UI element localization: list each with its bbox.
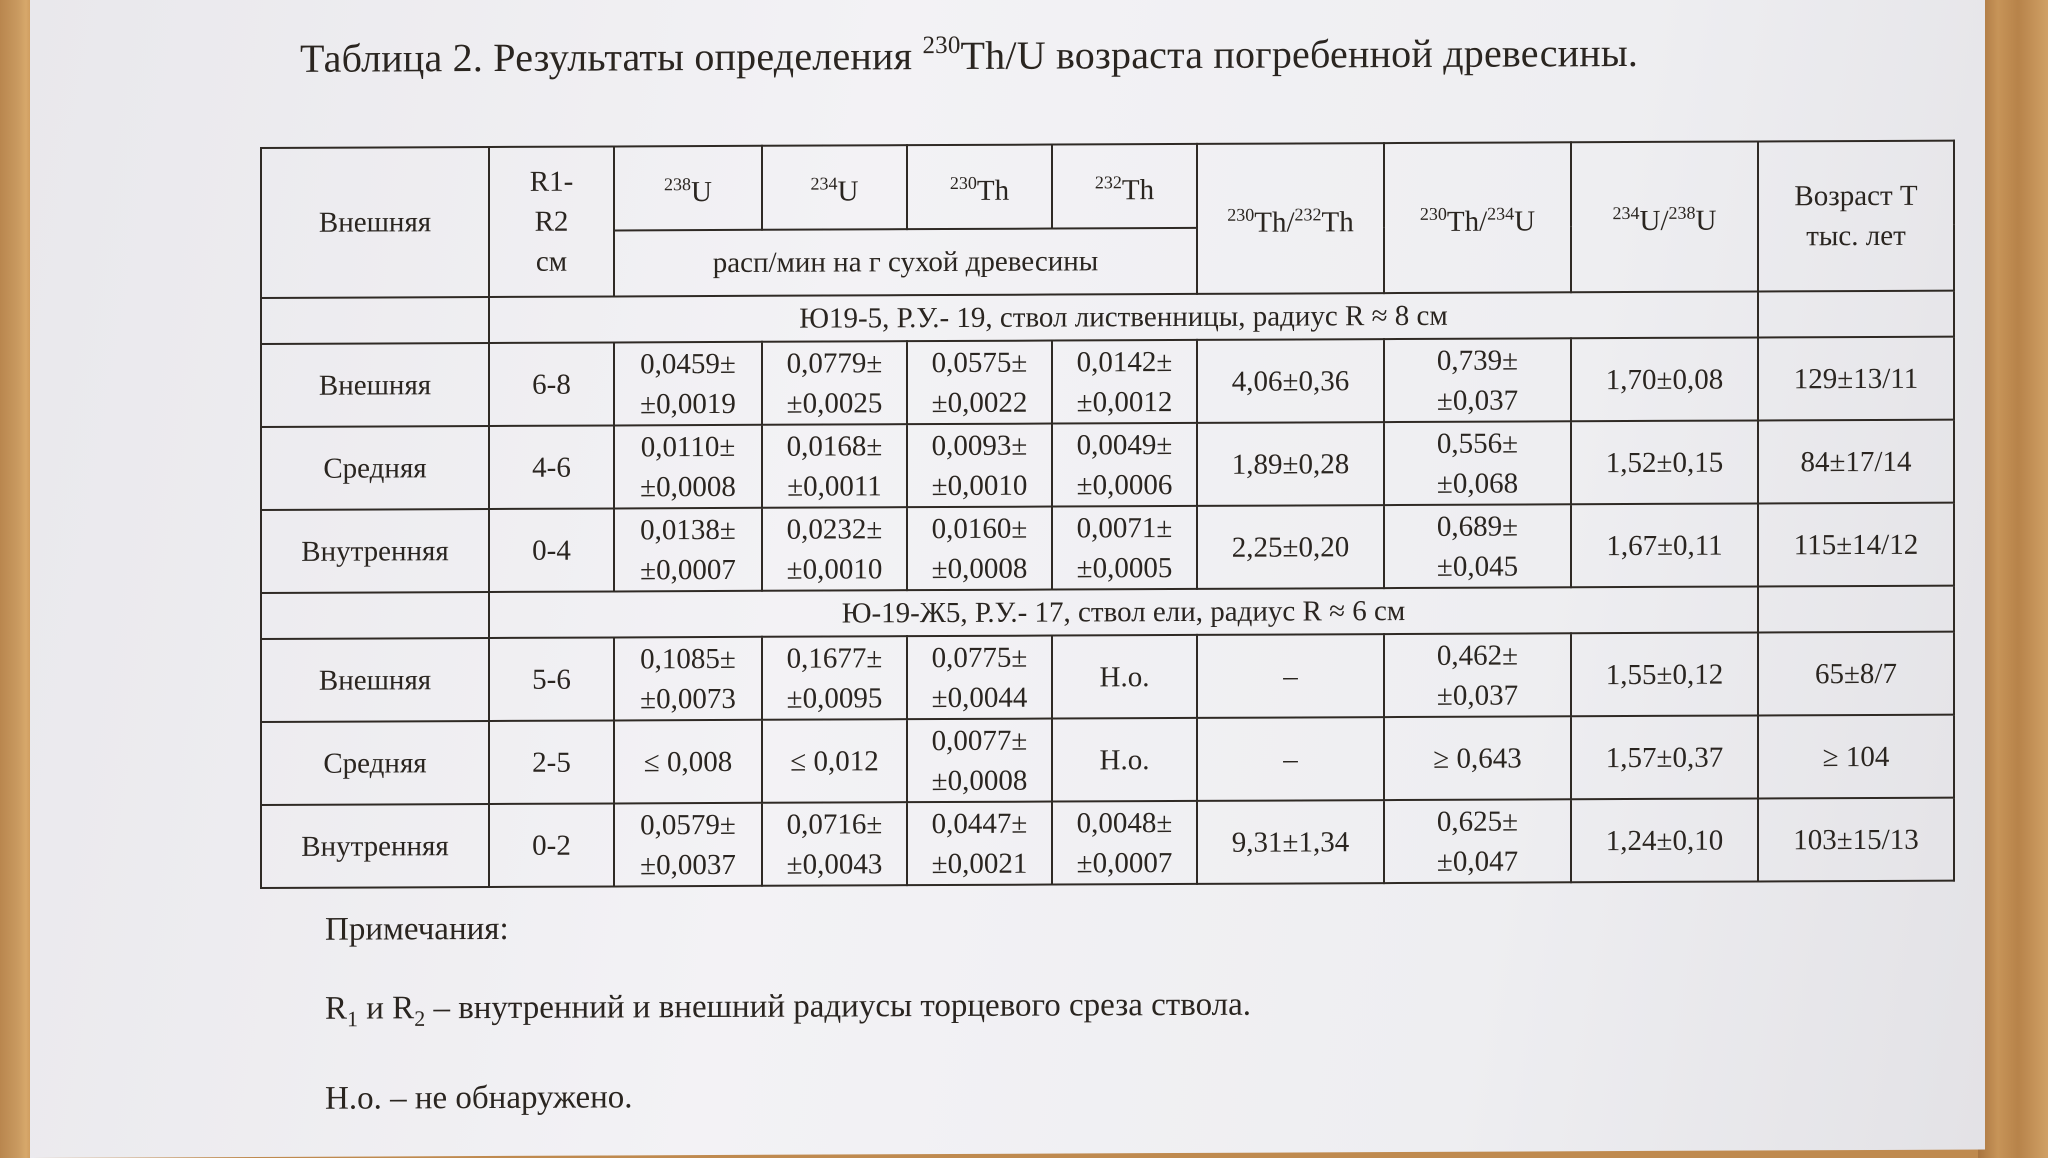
cell-u238: 0,0459± ±0,0019 (614, 342, 762, 426)
cell-age: ≥ 104 (1758, 715, 1954, 799)
cell-radius: 0-2 (489, 803, 614, 887)
group-title-row (261, 291, 1954, 344)
cell-ratio-u234-u238: 1,24±0,10 (1571, 798, 1758, 882)
note-radii: $R_1$ и $R_2$ – внутренний и внешний радиусы торцевого среза ствола. (325, 986, 1251, 1032)
cell-layer: Внешняя (261, 638, 489, 722)
cell-ratio-th230-th232: 2,25±0,20 (1197, 505, 1384, 589)
cell-u234: ≤ 0,012 (762, 719, 907, 803)
cell-u238: 0,1085± ±0,0073 (614, 637, 762, 721)
cell-ratio-th230-u234: 0,739± ±0,037 (1384, 338, 1571, 422)
table-row (261, 420, 1954, 510)
cell-th230: 0,0447± ±0,0021 (907, 802, 1052, 886)
results-table (260, 140, 1955, 889)
cell-ratio-u234-u238: 1,52±0,15 (1571, 420, 1758, 504)
cell-th232: 0,0142± ±0,0012 (1052, 340, 1197, 424)
cell-u234: 0,0779± ±0,0025 (762, 341, 907, 425)
cell-radius: 4-6 (489, 425, 614, 509)
header-th232: $^{232}$Th (1052, 144, 1197, 229)
cell-th232: 0,0048± ±0,0007 (1052, 801, 1197, 885)
cell-u234: 0,0168± ±0,0011 (762, 424, 907, 508)
cell-th230: 0,0160± ±0,0008 (907, 507, 1052, 591)
cell-u238: ≤ 0,008 (614, 720, 762, 804)
cell-ratio-u234-u238: 1,70±0,08 (1571, 337, 1758, 421)
cell-ratio-th230-th232: – (1197, 634, 1384, 718)
cell-ratio-th230-u234: 0,689± ±0,045 (1384, 504, 1571, 588)
cell-th232: 0,0071± ±0,0005 (1052, 506, 1197, 590)
header-ratio-u234-u238: $^{234}$U/$^{238}$U (1571, 141, 1758, 292)
cell-u234: 0,0716± ±0,0043 (762, 802, 907, 886)
header-radius: R1- R2 см (489, 146, 614, 297)
group-title-row (261, 586, 1954, 639)
table-row (261, 632, 1954, 722)
header-u238: $^{238}$U (614, 146, 762, 231)
cell-th230: 0,0077± ±0,0008 (907, 719, 1052, 803)
cell-u234: 0,0232± ±0,0010 (762, 507, 907, 591)
cell-u238: 0,0579± ±0,0037 (614, 803, 762, 887)
cell-ratio-th230-u234: 0,462± ±0,037 (1384, 633, 1571, 717)
cell-layer: Средняя (261, 426, 489, 510)
cell-radius: 0-4 (489, 508, 614, 592)
header-ratio-th230-th232: $^{230}$Th/$^{232}$Th (1197, 143, 1384, 294)
cell-ratio-u234-u238: 1,55±0,12 (1571, 632, 1758, 716)
cell-age: 103±15/13 (1758, 798, 1954, 882)
cell-ratio-th230-u234: 0,556± ±0,068 (1384, 421, 1571, 505)
cell-layer: Внутренняя (261, 509, 489, 593)
header-ratio-th230-u234: $^{230}$Th/$^{234}$U (1384, 142, 1571, 293)
cell-th232: 0,0049± ±0,0006 (1052, 423, 1197, 507)
header-row (261, 141, 1954, 232)
cell-age: 84±17/14 (1758, 420, 1954, 504)
cell-ratio-th230-th232: 1,89±0,28 (1197, 422, 1384, 506)
cell-th230: 0,0575± ±0,0022 (907, 341, 1052, 425)
cell-th232: Н.о. (1052, 718, 1197, 802)
cell-ratio-th230-th232: – (1197, 717, 1384, 801)
cell-radius: 5-6 (489, 637, 614, 721)
header-units: расп/мин на г сухой древесины (614, 228, 1197, 297)
cell-ratio-th230-u234: 0,625± ±0,047 (1384, 799, 1571, 883)
cell-age: 65±8/7 (1758, 632, 1954, 716)
cell-ratio-th230-u234: ≥ 0,643 (1384, 716, 1571, 800)
cell-radius: 2-5 (489, 720, 614, 804)
header-layer: Внешняя (261, 147, 489, 298)
cell-layer: Средняя (261, 721, 489, 805)
cell-age: 115±14/12 (1758, 503, 1954, 587)
header-u234: $^{234}$U (762, 145, 907, 230)
cell-u234: 0,1677± ±0,0095 (762, 636, 907, 720)
cell-th230: 0,0775± ±0,0044 (907, 636, 1052, 720)
cell-ratio-th230-th232: 9,31±1,34 (1197, 800, 1384, 884)
cell-th232: Н.о. (1052, 635, 1197, 719)
cell-ratio-u234-u238: 1,67±0,11 (1571, 503, 1758, 587)
cell-th230: 0,0093± ±0,0010 (907, 424, 1052, 508)
cell-layer: Внутренняя (261, 804, 489, 888)
group-title: Ю19-5, Р.У.- 19, ствол лиственницы, радиус R ≈ 8 см (489, 291, 1758, 343)
wood-surface-right (1978, 0, 2048, 1158)
cell-ratio-th230-th232: 4,06±0,36 (1197, 339, 1384, 423)
table-row (261, 337, 1954, 427)
cell-age: 129±13/11 (1758, 337, 1954, 421)
paper-sheet (30, 0, 1985, 1158)
group-title: Ю-19-Ж5, Р.У.- 17, ствол ели, радиус R ≈ 6 см (489, 586, 1758, 638)
cell-layer: Внешняя (261, 343, 489, 427)
header-age: Возраст Т тыс. лет (1758, 141, 1954, 292)
notes-heading: Примечания: (325, 910, 509, 948)
table-row (261, 503, 1954, 593)
table-row (261, 715, 1954, 805)
table-title: Таблица 2. Результаты определения $^{230}$Th/U возраста погребенной древесины. (300, 29, 1639, 81)
header-th230: $^{230}$Th (907, 145, 1052, 230)
cell-radius: 6-8 (489, 342, 614, 426)
cell-u238: 0,0138± ±0,0007 (614, 508, 762, 592)
cell-u238: 0,0110± ±0,0008 (614, 425, 762, 509)
cell-ratio-u234-u238: 1,57±0,37 (1571, 715, 1758, 799)
note-not-detected: Н.о. – не обнаружено. (325, 1079, 633, 1117)
table-row (261, 798, 1954, 888)
